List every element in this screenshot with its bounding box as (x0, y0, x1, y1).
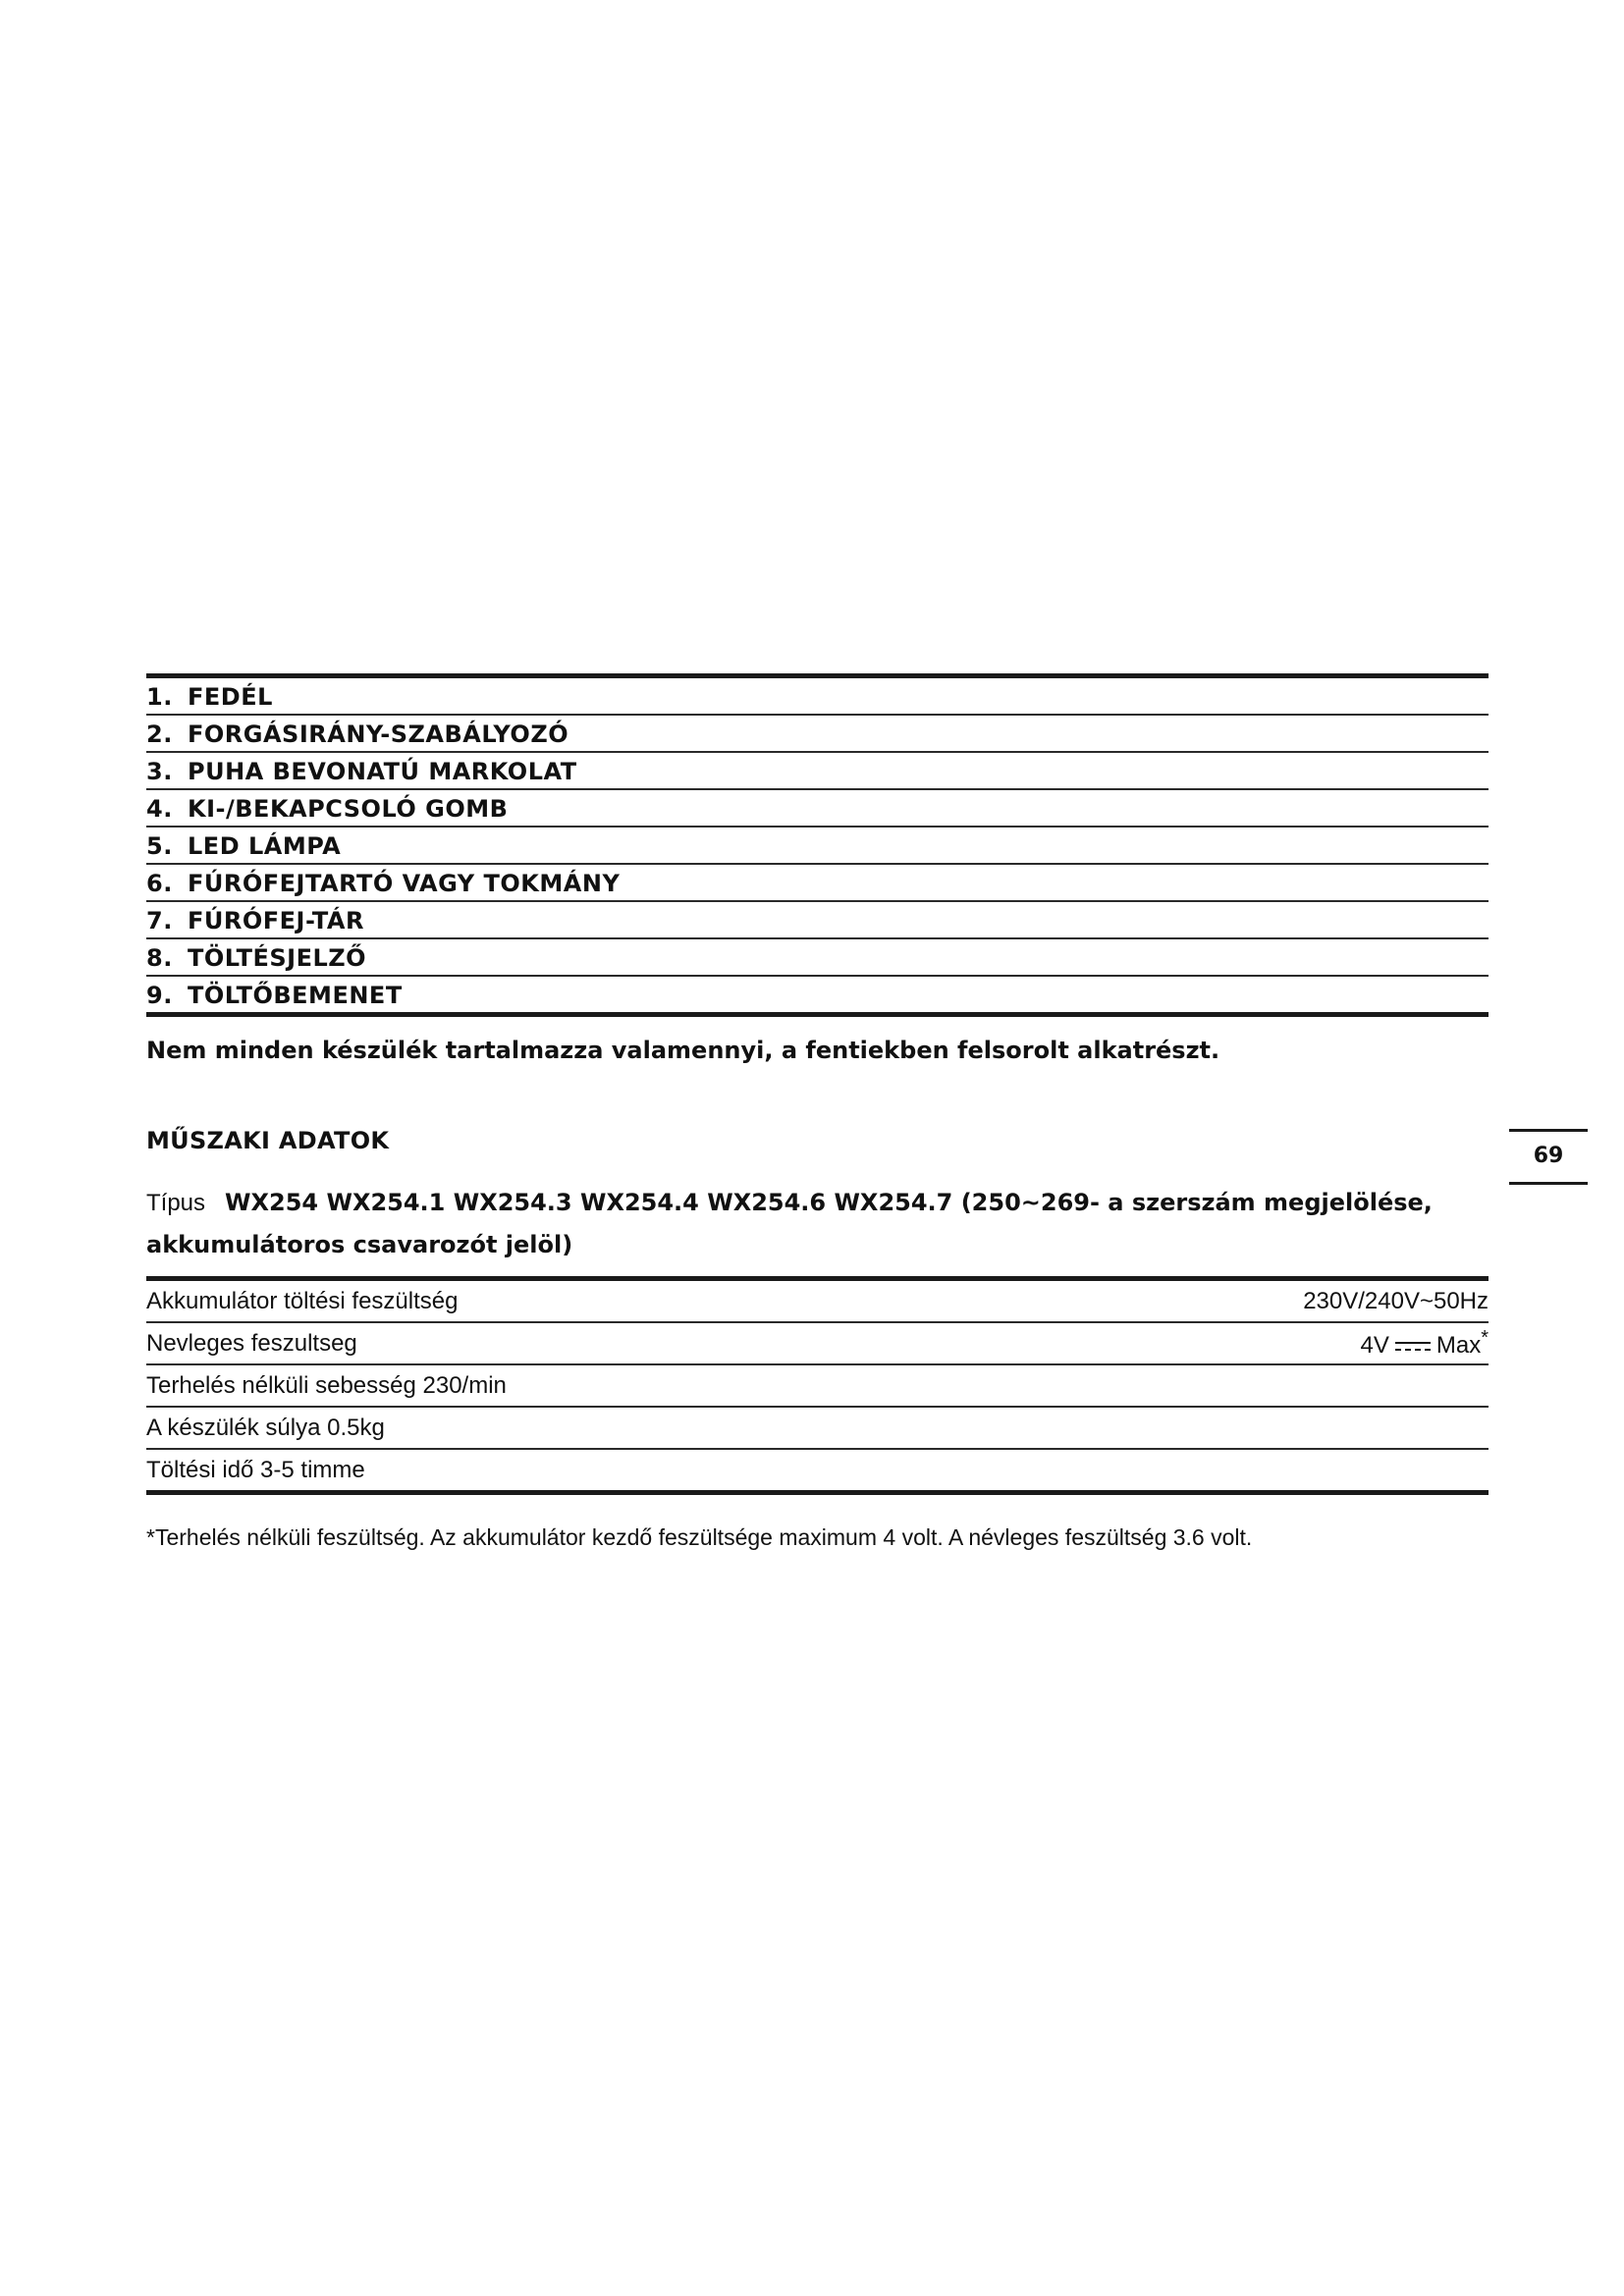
part-number: 4. (146, 795, 173, 823)
part-number: 9. (146, 982, 173, 1009)
spec-value (1361, 1327, 1489, 1360)
spec-value-max: Max (1435, 1332, 1482, 1359)
part-number: 1. (146, 683, 173, 711)
part-item (146, 790, 1489, 828)
part-number: 6. (146, 870, 173, 897)
spec-row (146, 1281, 1489, 1323)
part-label: FORGÁSIRÁNY-SZABÁLYOZÓ (188, 721, 569, 748)
part-label: KI-/BEKAPCSOLÓ GOMB (188, 795, 509, 823)
part-item (146, 828, 1489, 865)
part-label: TÖLTÉSJELZŐ (188, 944, 367, 972)
part-label: TÖLTŐBEMENET (188, 982, 403, 1009)
part-number: 5. (146, 832, 173, 860)
spec-value: 230V/240V~50Hz (1303, 1287, 1489, 1314)
part-item (146, 716, 1489, 753)
footnote: *Terhelés nélküli feszültség. Az akkumulátor kezdő feszültsége maximum 4 volt. A névleges feszültség 3.6 volt. (146, 1524, 1253, 1550)
spec-table (146, 1276, 1489, 1495)
spec-label: A készülék súlya 0.5kg (146, 1414, 385, 1441)
part-number: 3. (146, 758, 173, 785)
footnote-mark: * (1481, 1327, 1489, 1349)
model-type-line (146, 1182, 1489, 1266)
part-item (146, 939, 1489, 977)
spec-row (146, 1408, 1489, 1450)
part-item (146, 678, 1489, 716)
parts-list (146, 673, 1489, 1017)
part-label: LED LÁMPA (188, 832, 342, 860)
part-label: PUHA BEVONATÚ MARKOLAT (188, 758, 577, 785)
part-item (146, 902, 1489, 939)
part-item (146, 865, 1489, 902)
part-label: FÚRÓFEJ-TÁR (188, 907, 364, 934)
manual-content (146, 673, 1489, 1551)
part-number: 2. (146, 721, 173, 748)
model-type-label: Típus (146, 1190, 206, 1216)
spec-row (146, 1323, 1489, 1365)
spec-value-voltage: 4V (1360, 1332, 1389, 1359)
page-number: 69 (1509, 1129, 1588, 1185)
direct-current-icon (1395, 1341, 1431, 1352)
spec-label: Akkumulátor töltési feszültség (146, 1287, 459, 1314)
part-number: 8. (146, 944, 173, 972)
model-list: WX254 WX254.1 WX254.3 WX254.4 WX254.6 WX254.7 (250~269- a szerszám megjelölése, akkumulátoros csavarozót jelöl) (146, 1189, 1433, 1258)
parts-note: Nem minden készülék tartalmazza valamennyi, a fentiekben felsorolt alkatrészt. (146, 1037, 1220, 1064)
part-label: FÚRÓFEJTARTÓ VAGY TOKMÁNY (188, 870, 621, 897)
spec-label: Nevleges feszultseg (146, 1329, 357, 1357)
spec-row (146, 1365, 1489, 1408)
part-item (146, 753, 1489, 790)
part-number: 7. (146, 907, 173, 934)
part-label: FEDÉL (188, 683, 273, 711)
spec-row (146, 1450, 1489, 1490)
section-title: MŰSZAKI ADATOK (146, 1127, 390, 1154)
spec-label: Töltési idő 3-5 timme (146, 1456, 365, 1483)
spec-label: Terhelés nélküli sebesség 230/min (146, 1371, 507, 1399)
part-item (146, 977, 1489, 1012)
